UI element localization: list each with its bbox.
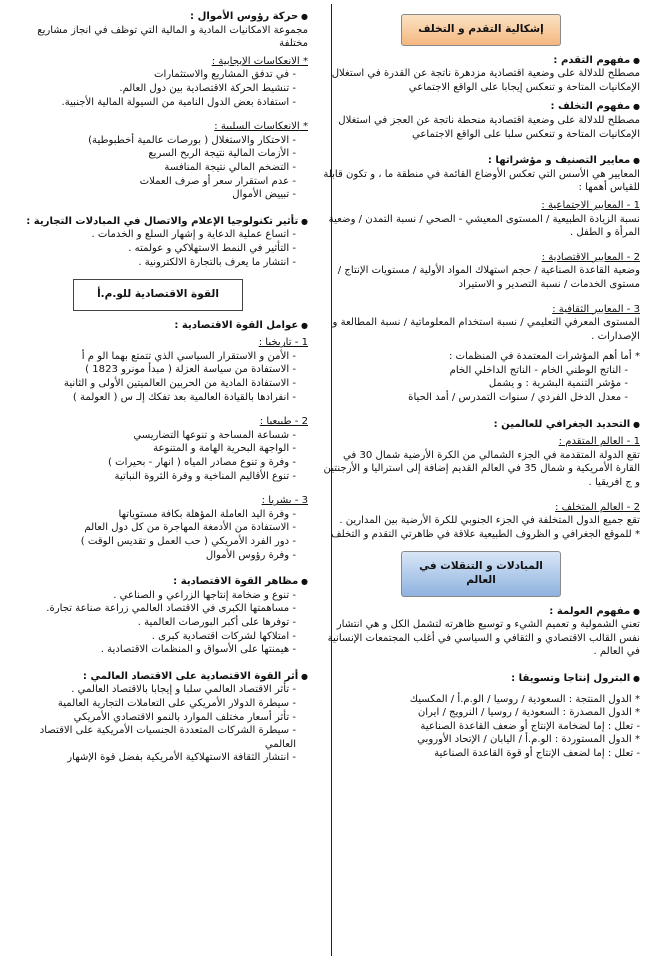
list-item: - عدم استقرار سعر أو صرف العملات [8, 175, 296, 189]
natural-list [8, 429, 308, 483]
list-item: - التأثير في النمط الاستهلاكي و عولمته . [8, 242, 296, 256]
list-item: - الأزمات المالية نتيجة الربح السريع [8, 147, 296, 161]
economic-criteria-text: وضعية القاعدة الصناعية / حجم استهلاك المواد الأولية / مستويات الإنتاج / مستوى الخدمات / نسبة التصدير و الاستيراد [337, 265, 640, 290]
developed-world-text: تقع الدولة المتقدمة في الجزء الشمالي من الكرة الأرضية شمال 30 في القارة الأمريكية و شمال 35 في العالم القديم إضافة إلى استراليا و الأرجنتين و ج افريقيا . [323, 449, 640, 489]
oil-line: - تعلل : إما لضعف الإنتاج أو قوة القاعدة الصناعية [434, 747, 640, 759]
progress-title: ● مفهوم التقدم : [322, 54, 640, 68]
list-item: - الاحتكار والاستغلال ( بورصات عالمية أخطبوطية) [8, 134, 296, 148]
list-item: - وفرة رؤوس الأموال [8, 549, 296, 563]
aspects-list [8, 589, 308, 657]
list-item: - انفرادها بالقيادة العالمية بعد تفكك إلـ س ( العولمة ) [8, 391, 296, 405]
negative-effects-list [8, 134, 308, 202]
progress-text: مصطلح للدلالة على وضعية اقتصادية مزدهرة ناتجة عن القدرة في استغلال الإمكانيات المتاحة و تنعكس إيجابا على الواقع الاجتماعي [331, 68, 640, 93]
factors-title: ● عوامل القوة الاقتصادية : [8, 319, 308, 333]
list-item: - تأثر أسعار مختلف الموارد بالنمو الاقتصادي الأمريكي [8, 711, 296, 725]
criteria-title: ● معايير التصنيف و مؤشراتها : [322, 154, 640, 168]
positive-effects-title: * الانعكاسات الإيجابية : [8, 55, 308, 69]
list-item: - مؤشر التنمية البشرية : و يشمل [322, 377, 628, 391]
list-item: - الاستفادة من سياسة العزلة ( مبدأ مونرو 1823 ) [8, 363, 296, 377]
human-list [8, 508, 308, 562]
list-item: - الاستفادة المادية من الحربين العالميتين الأولى و الثانية [8, 377, 296, 391]
positive-effects-list [8, 68, 308, 109]
underdev-title: ● مفهوم التخلف : [322, 100, 640, 114]
list-item: - اتساع عملية الدعاية و إشهار السلع و الخدمات . [8, 228, 296, 242]
list-item: - سيطرة الشركات المتعددة الجنسيات الأمريكية على الاقتصاد العالمي [8, 724, 296, 751]
list-item: - تنوع و ضخامة إنتاجها الزراعي و الصناعي . [8, 589, 296, 603]
header-us-economy: القوة الاقتصادية للو.م.أ [73, 279, 243, 311]
cultural-criteria-text: المستوى المعرفي التعليمي / نسبة استخدام المعلوماتية / نسبة المطالعة و الإصدارات . [332, 317, 640, 342]
developed-world-title: 1 - العالم المتقدم : [558, 436, 640, 448]
capital-text: مجموعة الامكانيات المادية و المالية التي توظف في انجاز مشاريع مختلفة [37, 24, 308, 50]
list-item: - الأمن و الاستقرار السياسي الذي تتمتع بهما الو م أ [8, 350, 296, 364]
header-exchanges: المبادلات و التنقلات في العالم [401, 551, 561, 596]
underdeveloped-world-title: 2 - العالم المتخلف : [555, 501, 640, 513]
geo-title: ● التحديد الجغرافي للعالمين : [322, 418, 640, 432]
list-item: - الاستفادة من الأدمغة المهاجرة من كل دول العالم [8, 521, 296, 535]
indicators-list [322, 364, 640, 405]
right-column [322, 4, 640, 956]
list-item: - سيطرة الدولار الأمريكي على التعاملات التجارية العالمية [8, 697, 296, 711]
criteria-intro: المعايير هي الأسس التي تعكس الأوضاع القائمة في منطقة ما ، و تكون قابلة للقياس أهمها : [323, 168, 640, 194]
aspects-title: ● مظاهر القوة الاقتصادية : [8, 575, 308, 589]
list-item: - شساعة المساحة و تنوعها التضاريسي [8, 429, 296, 443]
impact-list [8, 683, 308, 765]
tech-list [8, 228, 308, 269]
list-item: - انتشار الثقافة الاستهلاكية الأمريكية بفضل قوة الإشهار [8, 751, 296, 765]
list-item: - وفرة و تنوع مصادر المياه ( انهار - بحيرات ) [8, 456, 296, 470]
negative-effects-title: * الانعكاسات السلبية : [8, 120, 308, 134]
human-title: 3 - بشريا : [261, 495, 308, 507]
list-item: - الواجهة البحرية الهامة و المتنوعة [8, 442, 296, 456]
globalization-text: تعني الشمولية و تعميم الشيء و توسيع ظاهرته لتشمل الكل و هي انتشار نفس القالب الاقتصادي و الثقافي و السياسي في أغلب المجتمعات الإنسانية في العالم . [327, 619, 640, 658]
oil-line: * الدول المستوردة : الو.م.أ / اليابان / الإتحاد الأوروبي [417, 734, 640, 746]
social-criteria-title: 1 - المعايير الاجتماعية : [541, 199, 640, 211]
list-item: - توفرها على أكبر البورصات العالمية . [8, 616, 296, 630]
oil-line: * الدول المنتجة : السعودية / روسيا / الو.م.أ / المكسيك [409, 693, 640, 705]
oil-line: * الدول المصدرة : السعودية / روسيا / النرويج / ايران [417, 707, 640, 719]
list-item: - تبييض الأموال [8, 188, 296, 202]
cultural-criteria-title: 3 - المعايير الثقافية : [552, 303, 640, 315]
list-item: - امتلاكها لشركات اقتصادية كبرى . [8, 630, 296, 644]
economic-criteria-title: 2 - المعايير الاقتصادية : [541, 251, 640, 263]
natural-title: 2 - طبيعيا : [259, 416, 308, 428]
social-criteria-text: نسبة الزيادة الطبيعية / المستوى المعيشي - الصحي / نسبة التمدن / وضعية المرأة و الطفل . [328, 213, 640, 239]
list-item: - مساهمتها الكبرى في الاقتصاد العالمي زراعة صناعة تجارة. [8, 602, 296, 616]
list-item: - وفرة اليد العاملة المؤهلة بكافة مستوياتها [8, 508, 296, 522]
capital-title: ● حركة رؤوس الأموال : [8, 10, 308, 24]
header-progress-underdevelopment: إشكالية التقدم و التخلف [401, 14, 561, 46]
list-item: - هيمنتها على الأسواق و المنظمات الاقتصادية . [8, 643, 296, 657]
list-item: - تنوع الأقاليم المناخية و وفرة الثروة النباتية [8, 470, 296, 484]
historical-list [8, 350, 308, 404]
left-column [8, 4, 308, 956]
list-item: - في تدفق المشاريع والاستثمارات [8, 68, 296, 82]
oil-line: - تعلل : إما لضخامة الإنتاج أو ضعف القاعدة الصناعية [420, 720, 640, 732]
list-item: - دور الفرد الأمريكي ( حب العمل و تقديس الوقت ) [8, 535, 296, 549]
oil-title: ● البترول إنتاجا وتسويقا : [322, 672, 640, 686]
underdeveloped-world-text: تقع جميع الدول المتخلفة في الجزء الجنوبي للكرة الأرضية بين المدارين . [339, 515, 640, 527]
list-item: - التضخم المالي نتيجة المنافسة [8, 161, 296, 175]
underdev-text: مصطلح للدلالة على وضعية اقتصادية منحطة ناتجة عن العجز في استغلال الإمكانيات المتاحة و تنعكس سلبا على الواقع الاجتماعي [338, 114, 640, 140]
tech-title: ● تأثير تكنولوجيا الإعلام والاتصال في المبادلات التجارية : [8, 215, 308, 229]
geo-note: * للموقع الجغرافي و الظروف الطبيعية علاقة في ظاهرتي التقدم و التخلف [322, 528, 640, 542]
list-item: - انتشار ما يعرف بالتجارة الالكترونية . [8, 256, 296, 270]
list-item: - تنشيط الحركة الاقتصادية بين دول العالم. [8, 82, 296, 96]
globalization-title: ● مفهوم العولمة : [322, 605, 640, 619]
list-item: - الناتج الوطني الخام - الناتج الداخلي الخام [322, 364, 628, 378]
historical-title: 1 - تاريخيا : [258, 337, 308, 349]
list-item: - معدل الدخل الفردي / سنوات التمدرس / أمد الحياة [322, 391, 628, 405]
indicators-title: * أما أهم المؤشرات المعتمدة في المنظمات : [322, 350, 640, 364]
list-item: - استفادة بعض الدول النامية من السيولة المالية الأجنبية. [8, 96, 296, 110]
impact-title: ● أثر القوة الاقتصادية على الاقتصاد العالمي : [8, 670, 308, 684]
list-item: - تأثر الاقتصاد العالمي سلبا و إيجابا بالاقتصاد العالمي . [8, 683, 296, 697]
